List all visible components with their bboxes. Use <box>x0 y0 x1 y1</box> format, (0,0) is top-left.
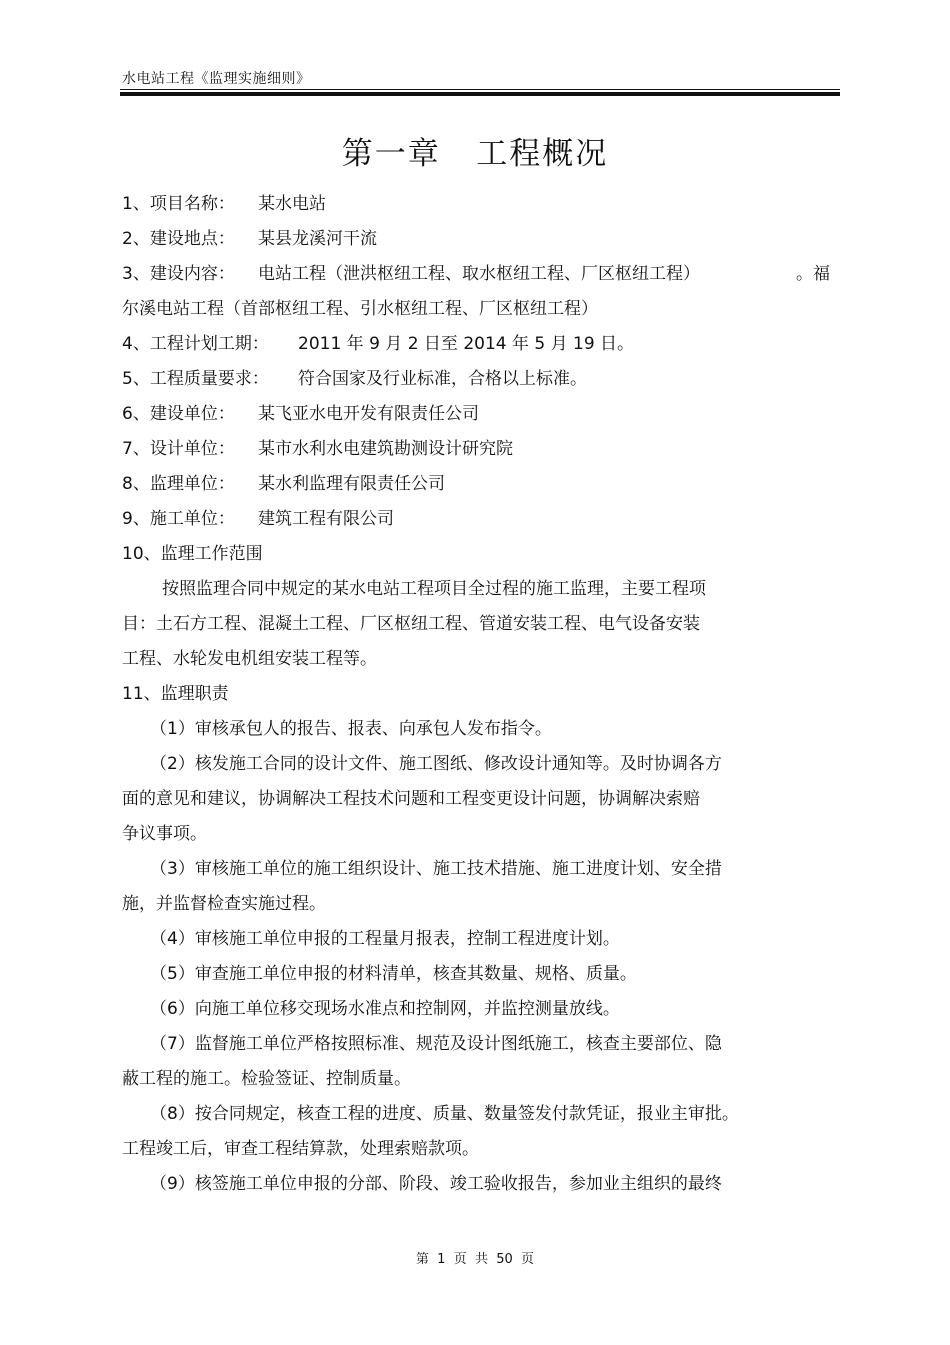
scope-heading: 10、监理工作范围 <box>122 544 263 564</box>
item-5-value: 符合国家及行业标准，合格以上标准。 <box>298 369 587 389</box>
item-6-label: 6、建设单位： <box>122 404 235 424</box>
item-8-value: 某水利监理有限责任公司 <box>258 474 445 494</box>
header-rule-thin <box>120 89 840 90</box>
item-1-label: 1、项目名称： <box>122 194 235 214</box>
item-5-label: 5、工程质量要求： <box>122 369 269 389</box>
duty-line: （8）按合同规定，核查工程的进度、质量、数量签发付款凭证，报业主审批。 <box>150 1104 739 1124</box>
duty-line: （3）审核施工单位的施工组织设计、施工技术措施、施工进度计划、安全措 <box>150 859 722 879</box>
scope-line: 按照监理合同中规定的某水电站工程项目全过程的施工监理，主要工程项 <box>162 579 706 599</box>
item-4-label: 4、工程计划工期： <box>122 334 269 354</box>
scope-line: 工程、水轮发电机组安装工程等。 <box>122 649 377 669</box>
duty-line: （5）审查施工单位申报的材料清单，核查其数量、规格、质量。 <box>150 964 637 984</box>
duty-line: 施，并监督检查实施过程。 <box>122 894 326 914</box>
scope-line: 目：土石方工程、混凝土工程、厂区枢纽工程、管道安装工程、电气设备安装 <box>122 614 700 634</box>
item-1-value: 某水电站 <box>258 194 326 214</box>
duties-heading: 11、监理职责 <box>122 684 229 704</box>
item-3-continuation: 尔溪电站工程（首部枢纽工程、引水枢纽工程、厂区枢纽工程） <box>122 299 598 319</box>
header-title: 水电站工程《监理实施细则》 <box>122 71 311 87</box>
header-rule-thick <box>120 92 840 96</box>
item-8-label: 8、监理单位： <box>122 474 235 494</box>
duty-line: 争议事项。 <box>122 824 207 844</box>
duty-line: （7）监督施工单位严格按照标准、规范及设计图纸施工，核查主要部位、隐 <box>150 1034 722 1054</box>
chapter-title: 第一章 工程概况 <box>341 136 609 172</box>
duty-line: 面的意见和建议，协调解决工程技术问题和工程变更设计问题，协调解决索赔 <box>122 789 700 809</box>
item-3-value: 电站工程（泄洪枢纽工程、取水枢纽工程、厂区枢纽工程） <box>258 264 700 284</box>
item-2-label: 2、建设地点： <box>122 229 235 249</box>
duty-line: （2）核发施工合同的设计文件、施工图纸、修改设计通知等。及时协调各方 <box>150 754 722 774</box>
item-3-label: 3、建设内容： <box>122 264 235 284</box>
item-9-label: 9、施工单位： <box>122 509 235 529</box>
duty-line: （6）向施工单位移交现场水准点和控制网，并监控测量放线。 <box>150 999 620 1019</box>
duty-line: （1）审核承包人的报告、报表、向承包人发布指令。 <box>150 719 552 739</box>
item-6-value: 某飞亚水电开发有限责任公司 <box>258 404 479 424</box>
duty-line: 蔽工程的施工。检验签证、控制质量。 <box>122 1069 411 1089</box>
item-2-value: 某县龙溪河干流 <box>258 229 377 249</box>
duty-line: 工程竣工后，审查工程结算款，处理索赔款项。 <box>122 1139 479 1159</box>
page-number-footer: 第 1 页 共 50 页 <box>415 1252 535 1267</box>
item-4-value: 2011 年 9 月 2 日至 2014 年 5 月 19 日。 <box>298 334 635 354</box>
item-7-value: 某市水利水电建筑勘测设计研究院 <box>258 439 513 459</box>
duty-line: （4）审核施工单位申报的工程量月报表，控制工程进度计划。 <box>150 929 620 949</box>
item-3-tail: 。福 <box>796 264 830 284</box>
item-9-value: 建筑工程有限公司 <box>258 509 394 529</box>
item-7-label: 7、设计单位： <box>122 439 235 459</box>
duty-line: （9）核签施工单位申报的分部、阶段、竣工验收报告，参加业主组织的最终 <box>150 1174 722 1194</box>
